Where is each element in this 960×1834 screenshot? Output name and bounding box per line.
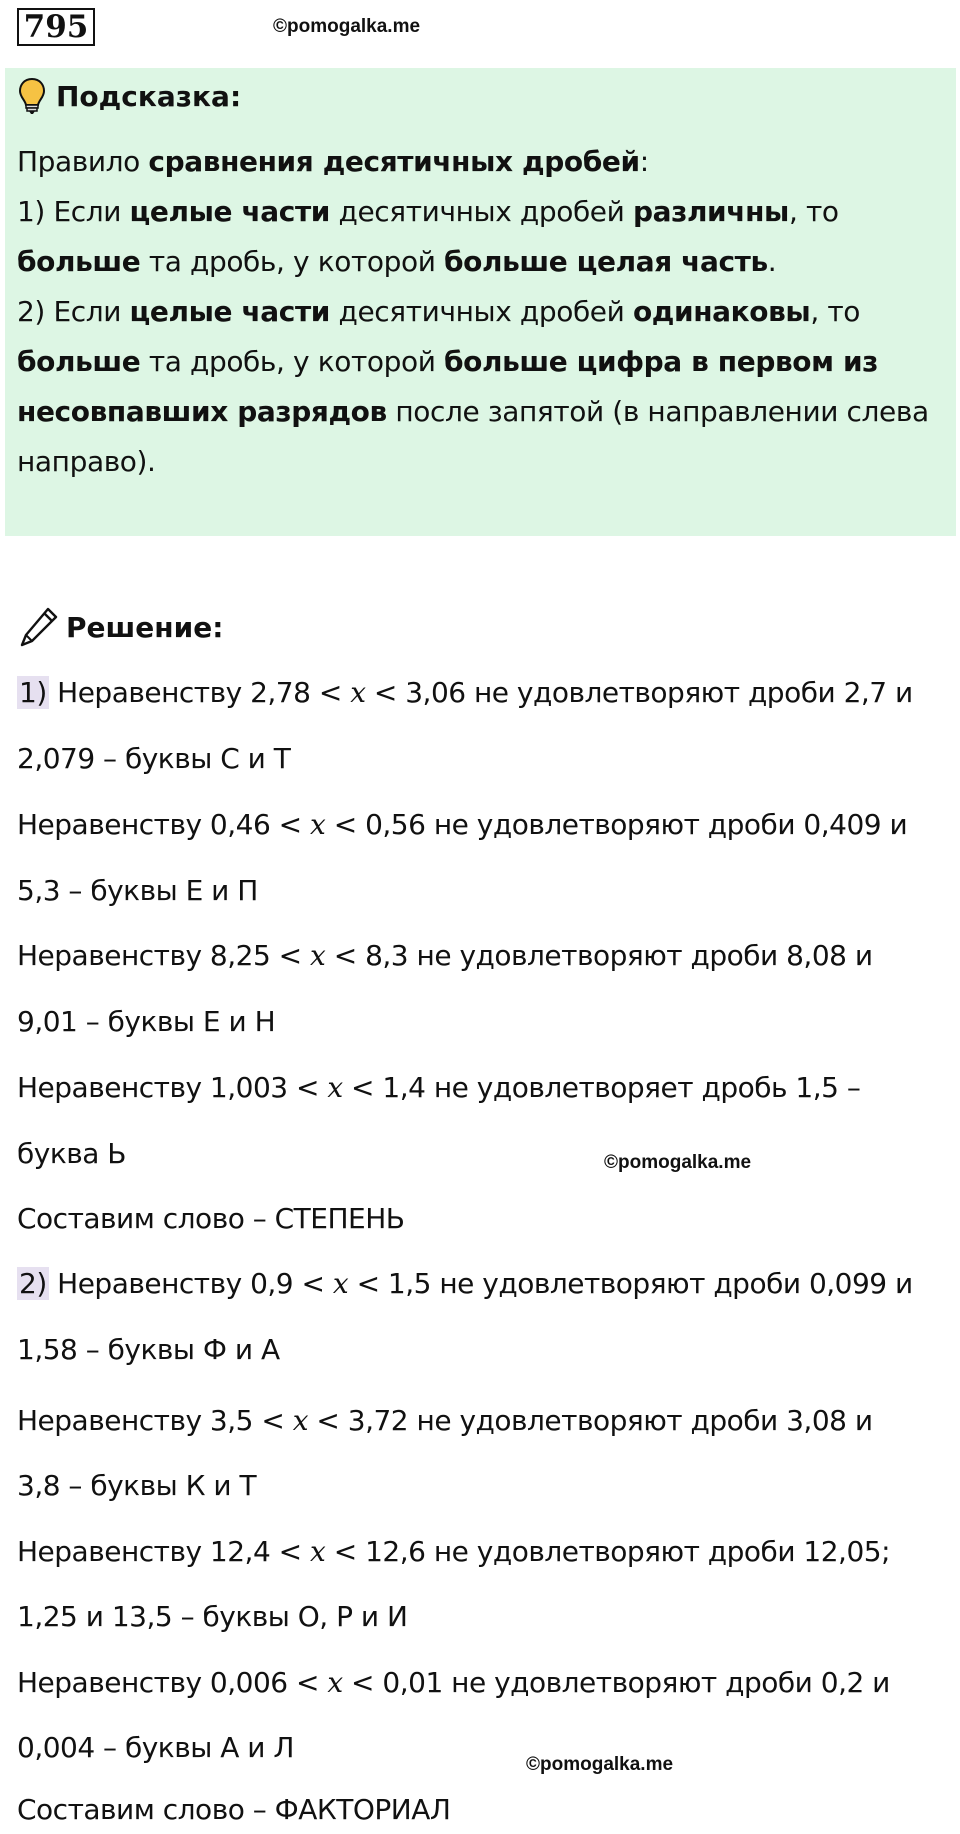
- watermark-bottom: ©pomogalka.me: [526, 1754, 674, 1775]
- solution-line: 3,8 – буквы К и Т: [17, 1469, 257, 1502]
- variable-x: 𝑥: [310, 808, 326, 841]
- hint-line: несовпавших разрядов после запятой (в направлении слева: [17, 395, 929, 428]
- solution-line: Составим слово – СТЕПЕНЬ: [17, 1202, 405, 1235]
- variable-x: 𝑥: [292, 1404, 309, 1437]
- solution-line: 2) Неравенству 0,9 < 𝑥 < 1,5 не удовлетворяют дроби 0,099 и: [19, 1267, 913, 1300]
- hint-line: направо).: [17, 445, 156, 478]
- solution-line: 9,01 – буквы Е и Н: [17, 1005, 276, 1038]
- variable-x: 𝑥: [332, 1267, 349, 1300]
- hint-text: [17, 137, 952, 487]
- solution-line: 5,3 – буквы Е и П: [17, 874, 258, 907]
- solution-line: 1,25 и 13,5 – буквы О, Р и И: [17, 1600, 408, 1633]
- hint-header: [18, 78, 241, 114]
- variable-x: 𝑥: [327, 1071, 343, 1104]
- solution-line: Неравенству 0,006 < 𝑥 < 0,01 не удовлетворяют дроби 0,2 и: [17, 1666, 890, 1699]
- hint-line: 2) Если целые части десятичных дробей одинаковы, то: [17, 295, 860, 328]
- solution-line: 2,079 – буквы С и Т: [17, 742, 291, 775]
- hint-line: больше та дробь, у которой больше целая часть.: [17, 245, 777, 278]
- variable-x: 𝑥: [327, 1666, 343, 1699]
- variable-x: 𝑥: [310, 1535, 326, 1568]
- hint-title: Подсказка:: [56, 79, 242, 113]
- lightbulb-icon: [18, 77, 46, 115]
- hint-line: Правило сравнения десятичных дробей:: [17, 145, 649, 178]
- solution-line: Неравенству 12,4 < 𝑥 < 12,6 не удовлетворяют дроби 12,05;: [17, 1535, 891, 1568]
- hint-line: 1) Если целые части десятичных дробей различны, то: [17, 195, 839, 228]
- variable-x: 𝑥: [310, 939, 326, 972]
- task-number: 795: [17, 8, 95, 46]
- solution-header: [18, 604, 223, 650]
- solution-line: Неравенству 1,003 < 𝑥 < 1,4 не удовлетворяет дробь 1,5 –: [17, 1071, 861, 1104]
- solution-line: Составим слово – ФАКТОРИАЛ: [17, 1793, 451, 1826]
- solution-line: 1) Неравенству 2,78 < 𝑥 < 3,06 не удовлетворяют дроби 2,7 и: [19, 676, 913, 709]
- solution-line: Неравенству 0,46 < 𝑥 < 0,56 не удовлетворяют дроби 0,409 и: [17, 808, 908, 841]
- solution-line: буква Ь: [17, 1137, 127, 1170]
- watermark-top: ©pomogalka.me: [273, 16, 421, 37]
- variable-x: 𝑥: [350, 676, 366, 709]
- watermark-middle: ©pomogalka.me: [604, 1152, 752, 1173]
- solution-line: Неравенству 8,25 < 𝑥 < 8,3 не удовлетворяют дроби 8,08 и: [17, 939, 873, 972]
- solution-line: 0,004 – буквы А и Л: [17, 1731, 294, 1764]
- pencil-icon: [18, 605, 60, 649]
- item-number: 1): [19, 676, 47, 709]
- item-number: 2): [19, 1267, 47, 1300]
- solution-line: Неравенству 3,5 < 𝑥 < 3,72 не удовлетворяют дроби 3,08 и: [17, 1404, 873, 1437]
- solution-line: 1,58 – буквы Ф и А: [17, 1333, 280, 1366]
- solution-title: Решение:: [66, 610, 224, 644]
- hint-line: больше та дробь, у которой больше цифра в первом из: [17, 345, 879, 378]
